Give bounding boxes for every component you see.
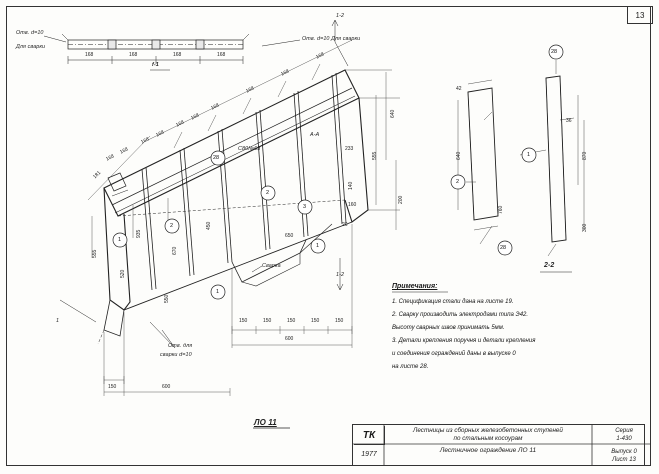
title-block-title-lines xyxy=(388,427,588,443)
top-dim-2: 168 xyxy=(129,52,138,58)
top-view-right-note: Отв. d=10 Для сварки xyxy=(302,36,361,42)
top-view-label: f-1 xyxy=(152,62,159,68)
inner-dim-650: 650 xyxy=(285,233,294,239)
section-mark-bottom: 1-2 xyxy=(336,272,345,278)
section-2-2 xyxy=(451,45,584,272)
title-block-issue xyxy=(596,448,652,464)
series-line-1: Серия xyxy=(615,428,633,434)
sheet-line: Лист 13 xyxy=(612,457,636,463)
section-aa-note: А-А xyxy=(310,132,320,138)
main-railing-view xyxy=(60,40,400,396)
main-right-dim-200: 200 xyxy=(398,195,404,204)
note-item-6: на листе 28. xyxy=(392,364,429,370)
main-top-dim-2: 168 xyxy=(210,102,221,112)
inner-dim-555: 555 xyxy=(92,249,98,258)
note-item-2: 2. Сварку производить электродами типа Э42. xyxy=(392,312,529,318)
notes-title: Примечания: xyxy=(392,283,438,290)
sec-dim-870: 870 xyxy=(582,151,588,160)
main-top-dim-4: 168 xyxy=(280,68,291,78)
inner-dim-935: 935 xyxy=(136,229,142,238)
main-view-title: ЛО 11 xyxy=(254,418,277,427)
main-top-dim-5: 168 xyxy=(315,51,326,61)
main-left-dim-1: 181 xyxy=(92,169,103,181)
part-circle-2b: 2 xyxy=(266,190,270,196)
main-left-dim-3: 168 xyxy=(155,129,166,139)
inner-dim-450: 450 xyxy=(206,221,212,230)
note-item-1: 1. Спецификация стали дана на листе 19. xyxy=(392,299,514,305)
main-right-dim-640: 640 xyxy=(390,109,396,118)
main-top-dim-3: 168 xyxy=(245,85,256,95)
inner-dim-160: 160 xyxy=(348,202,357,208)
top-dim-1: 168 xyxy=(85,52,94,58)
sec-part-circle-28a: 28 xyxy=(551,49,558,55)
title-block-year: 1977 xyxy=(361,450,377,458)
part-circle-1: 1 xyxy=(118,237,122,243)
top-view-left-note-line2: Для сварки xyxy=(16,44,46,50)
title-block-series xyxy=(596,427,652,443)
title-line-1: Лестницы из сборных железобетонных ступеней xyxy=(413,427,563,434)
part-circle-3: 3 xyxy=(303,204,307,210)
inner-dim-520: 520 xyxy=(120,269,126,278)
note-item-3: Высоту сварных швов принимать 5мм. xyxy=(392,325,505,331)
main-bottom-dim-1: 150 xyxy=(239,318,248,324)
main-left-dim-4: 168 xyxy=(190,112,201,122)
sec-dim-760: 760 xyxy=(498,205,504,214)
main-left-dim-2: 168 xyxy=(119,146,130,156)
section-mark-left: 1 xyxy=(56,318,60,324)
part-circle-28: 28 xyxy=(213,155,220,161)
main-top-dim-7: 168 xyxy=(105,153,116,163)
title-line-2: по стальным косоурам xyxy=(453,435,523,442)
main-top-dim-1: 168 xyxy=(175,119,186,129)
main-top-dim-6: 168 xyxy=(140,136,151,146)
top-dim-3: 168 xyxy=(173,52,182,58)
holes-note-line2: сварки d=10 xyxy=(160,352,192,358)
sec-part-circle-2: 2 xyxy=(456,179,460,185)
part-circle-2: 2 xyxy=(170,223,174,229)
main-left-bottom-dim-150: 150 xyxy=(108,384,117,390)
inner-dim-26: 26 xyxy=(342,222,348,228)
sec-dim-640: 640 xyxy=(456,151,462,160)
main-bottom-dim-2: 150 xyxy=(263,318,272,324)
note-item-4: 3. Детали крепления поручня и детали крепления xyxy=(392,338,536,344)
part-circle-1b: 1 xyxy=(316,243,320,249)
series-line-2: 1-430 xyxy=(616,436,632,442)
sec-dim-36: 36 xyxy=(566,118,572,124)
title-line-3: Лестничное ограждение ЛО 11 xyxy=(439,447,537,454)
weld-label: Сварка xyxy=(262,263,281,269)
main-bottom-dim-5: 150 xyxy=(335,318,344,324)
sec-dim-300: 300 xyxy=(582,223,588,232)
top-view-plan xyxy=(44,20,338,70)
holes-note-line1: Отв. для xyxy=(168,343,193,349)
section-2-2-title: 2-2 xyxy=(544,262,555,269)
main-right-dim-555: 555 xyxy=(372,151,378,160)
main-bottom-dim-4: 150 xyxy=(311,318,320,324)
inner-dim-233: 233 xyxy=(345,146,354,152)
title-block-org: ТК xyxy=(354,426,385,445)
main-bottom-dim-3: 150 xyxy=(287,318,296,324)
main-left-bottom-dim-600: 600 xyxy=(162,384,171,390)
top-dim-4: 168 xyxy=(217,52,226,58)
main-bottom-total: 600 xyxy=(285,336,294,342)
inner-dim-670: 670 xyxy=(172,246,178,255)
profile-note: С80№63 xyxy=(238,146,261,152)
sec-part-circle-28b: 28 xyxy=(500,245,507,251)
top-view-left-note-line1: Отв. d=10 xyxy=(16,30,44,36)
inner-dim-550: 550 xyxy=(164,294,170,303)
sec-part-circle-1: 1 xyxy=(527,152,531,158)
part-circle-1c: 1 xyxy=(216,289,220,295)
sec-dim-42: 42 xyxy=(456,86,462,92)
section-mark-top: 1-2 xyxy=(336,13,345,19)
issue-line: Выпуск 0 xyxy=(611,449,637,455)
inner-dim-140: 140 xyxy=(348,181,354,190)
note-item-5: и соединения ограждений даны в выпуске 0 xyxy=(392,351,516,357)
page-number: 13 xyxy=(635,10,645,20)
